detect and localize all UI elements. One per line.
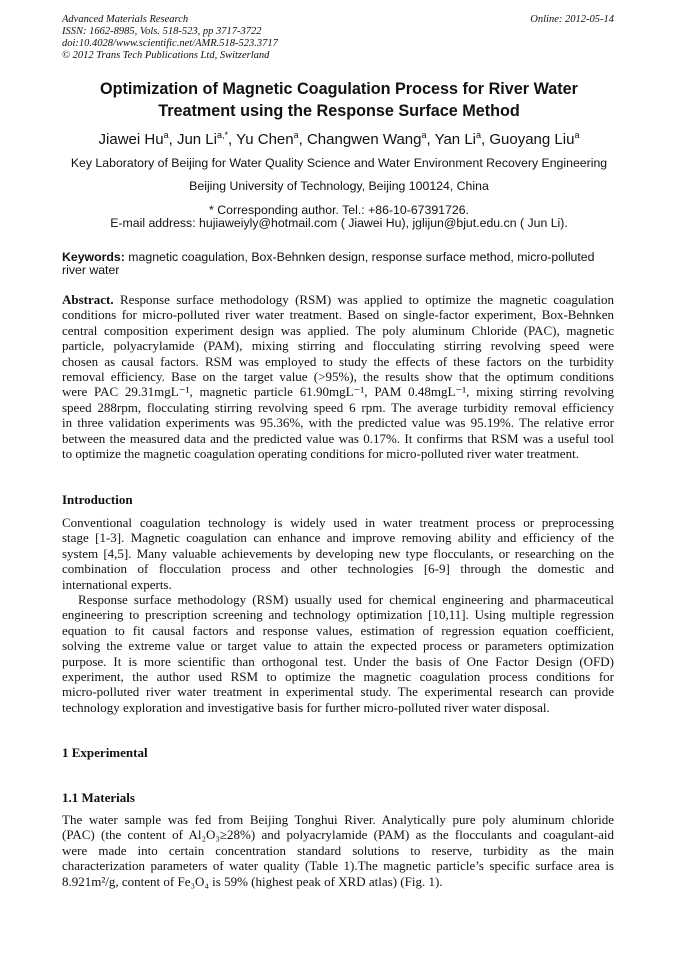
text-line: in three validation experiments was 95.36%, with the predicted value was 95.19%. The relative error — [62, 415, 614, 431]
affiliation-university: Beijing University of Technology, Beijing 100124, China — [189, 179, 489, 193]
text-line: combination of flocculation process and other technologies [6-9] through the domestic and — [62, 561, 614, 577]
text-line: characterization parameters of water quality (Table 1).The magnetic particle’s specific surface area is — [62, 858, 614, 874]
author: Jun $Li^{a,*}$ — [176, 130, 228, 148]
text-line: system [4,5]. Many valuable achievements by developing new type flocculants, or researching on the — [62, 545, 614, 561]
introduction-paragraph-2 — [62, 592, 614, 715]
keywords-text: magnetic coagulation, Box-Behnken design, response surface method, micro-polluted river water — [62, 250, 595, 277]
text-line: Abstract. Response surface methodology (RSM) was applied to optimize the magnetic coagulation — [62, 292, 614, 307]
affiliation: Key Laboratory of Beijing for Water Quality Science and Water Environment Recovery Engineering — [70, 156, 608, 170]
text-line: technology exploration and investigative basis for further micro-polluted river water disposal. — [62, 699, 550, 715]
title-line: Treatment using the Response Surface Method — [158, 102, 520, 120]
text-line: international experts. — [62, 576, 172, 592]
corresponding-tel: * Corresponding author. Tel.: +86-10-67391726. — [209, 203, 469, 217]
corresponding-email: E-mail address: hujiaweiyly@hotmail.com ( Jiawei Hu), jglijun@bjut.edu.cn ( Jun Li). — [110, 215, 568, 230]
text-line: 8.921m²/g, content of Fe₃O₄ is 59% (highest peak of XRD atlas) (Fig. 1). — [62, 873, 443, 889]
text-line: The water sample was fed from Beijing Tonghui River. Analytically pure poly aluminum chloride — [62, 812, 614, 827]
text-line: engineering to prescription screening and technology optimization [10,11]. Using multiple regression — [62, 607, 614, 623]
keywords — [62, 251, 614, 277]
text-line: Conventional coagulation technology is widely used in water treatment process or preprocessing — [62, 515, 614, 530]
introduction-heading: Introduction — [62, 492, 133, 507]
text-line: experiment, the author used RSM to optimize the magnetic coagulation process conditions for — [62, 668, 614, 684]
author: Changwen Wang$^a$ — [306, 130, 427, 148]
text-line: to optimize the magnetic coagulation operating conditions for micro-polluted river water treatment. — [62, 445, 579, 461]
text-line: chosen as causal factors. RSM was employed to study the effects of these factors on the turbidity — [62, 353, 614, 369]
abstract-label: Abstract. — [62, 292, 114, 307]
author: Yu Chen$^a$ — [236, 130, 299, 148]
text-line: were made into certain concentration standard solutions to reserve, turbidity as the main — [62, 842, 614, 858]
author: Yan Li$^a$ — [434, 130, 482, 148]
text-line: between the measured data and the predicted value was 0.17%. It confirms that RSM was a useful tool — [62, 430, 614, 446]
doi: doi:10.4028/www.scientific.net/AMR.518-523.3717 — [62, 38, 278, 49]
journal-name: Advanced Materials Research — [62, 14, 189, 25]
text-line: Response surface methodology (RSM) usually used for chemical engineering and pharmaceutical — [78, 592, 614, 607]
text-line: removal efficiency. Base on the target value (>95%), the results show that the optimum conditions — [62, 368, 614, 384]
author-list: Jiawei Hu$^a$, Jun $Li^{a,*}$, Yu Chen$^a$, Changwen Wang$^a$, Yan Li$^a$, Guoyang Liu$^a$ — [98, 130, 580, 148]
text-line: particle, polyacrylamide (PAM), mixing stirring and flocculating stirring revolving speed were — [62, 338, 614, 354]
text-line: (PAC) (the content of Al₂O₃≥28%) and polyacrylamide (PAM) as the flocculants and coagulant-aid — [62, 827, 614, 843]
text-line: solving the extreme value or target value to attain the expected process or parameters optimization — [62, 638, 614, 654]
title-line: Optimization of Magnetic Coagulation Process for River Water — [100, 80, 578, 98]
author: Guoyang Liu$^a$ — [489, 130, 580, 148]
experimental-heading: 1 Experimental — [62, 745, 148, 760]
text-line: speed 288rpm, flocculating stirring revolving speed 6 rpm. The average turbidity removal efficiency — [62, 399, 614, 415]
author: Jiawei Hu$^a$ — [98, 130, 169, 148]
introduction-paragraph-1 — [62, 515, 614, 592]
text-line: equation to fit causal factors and response values, estimation of regression equation coefficient, — [62, 622, 614, 638]
text-line: conditions for micro-polluted river water treatment. Based on single-factor experiment, Box-Behnken — [62, 307, 614, 323]
text-line: purpose. It is more scientific than orthogonal test. Under the basis of One Factor Design (OFD) — [62, 653, 614, 669]
text-line: were PAC 29.31mgL⁻¹, magnetic particle 61.90mgL⁻¹, PAM 0.48mgL⁻¹, mixing stirring revolving — [62, 384, 614, 400]
online-date: Online: 2012-05-14 — [530, 14, 614, 25]
issn: ISSN: 1662-8985, Vols. 518-523, pp 3717-3722 — [62, 26, 262, 37]
paper-title — [0, 78, 678, 122]
abstract — [62, 292, 614, 461]
text-line: micro-polluted river water treatment in experimental study. The experimental research can provide — [62, 684, 614, 700]
text-line: stage [1-3]. Magnetic coagulation can enhance and improve removing ability and efficiency of the — [62, 530, 614, 546]
text-line: central composition experiment design was applied. The poly aluminum Chloride (PAC), magnetic — [62, 322, 614, 338]
materials-paragraph — [62, 812, 614, 889]
copyright: © 2012 Trans Tech Publications Ltd, Switzerland — [62, 50, 270, 61]
materials-heading: 1.1 Materials — [62, 790, 135, 805]
keywords-label: Keywords: — [62, 250, 125, 264]
corresponding-author — [0, 204, 678, 229]
